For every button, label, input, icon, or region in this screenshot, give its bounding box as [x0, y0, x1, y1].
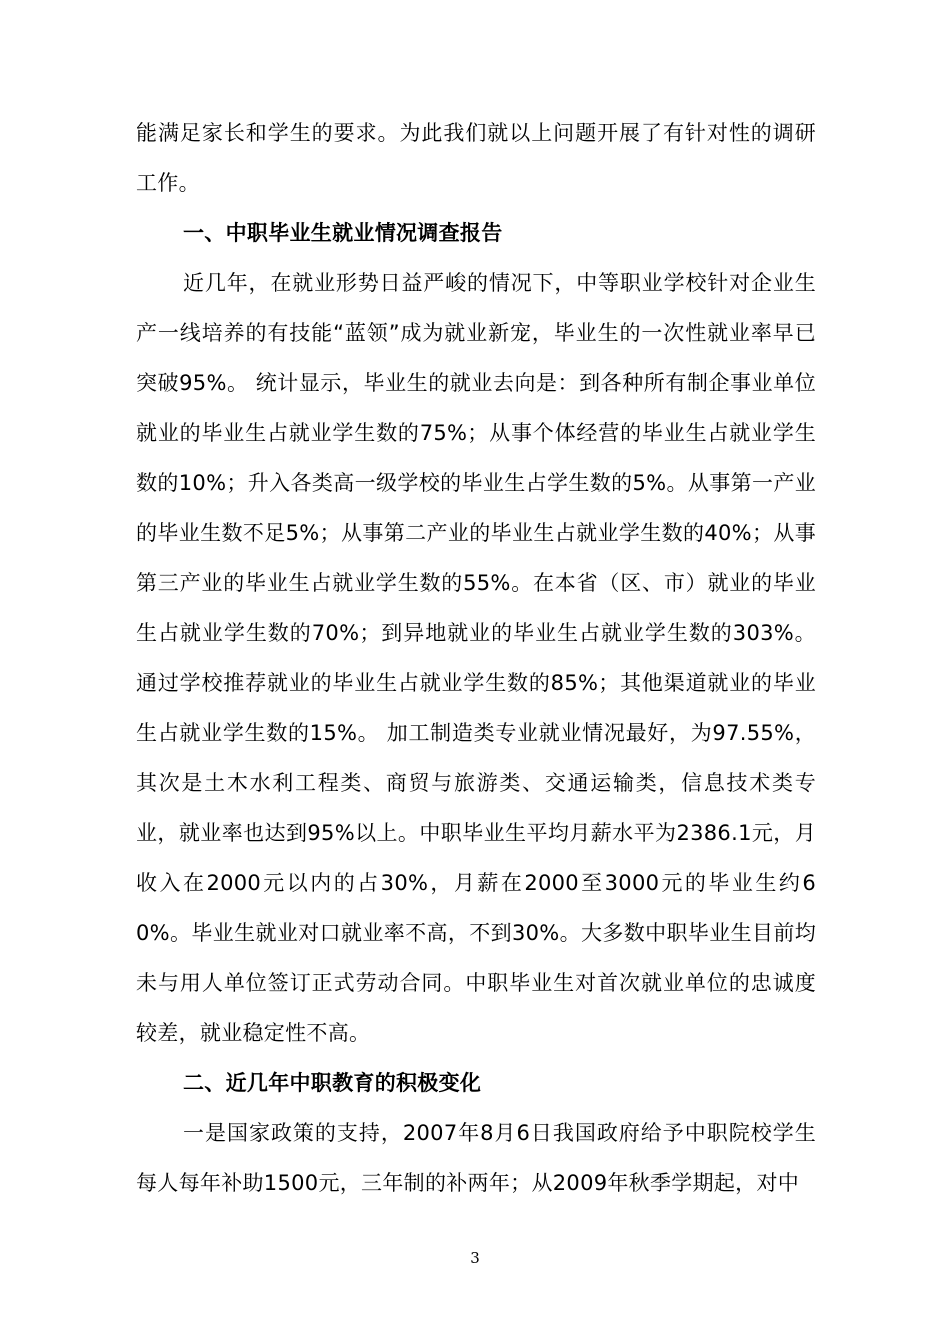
document-body [136, 108, 816, 1208]
section-heading-1: 一、中职毕业生就业情况调查报告 [183, 221, 503, 245]
section-heading-2: 二、近几年中职教育的积极变化 [183, 1071, 482, 1095]
paragraph-policy-support: 一是国家政策的支持，2007年8月6日我国政府给予中职院校学生每人每年补助1500元，三年制的补两年；从2009年秋季学期起，对中 [136, 1121, 816, 1195]
page-number: 3 [470, 1249, 480, 1267]
paragraph-employment-statistics: 近几年，在就业形势日益严峻的情况下，中等职业学校针对企业生产一线培养的有技能“蓝领”成为就业新宠，毕业生的一次性就业率早已突破95%。 统计显示，毕业生的就业去向是：到各种所有制企事业单位就业的毕业生占就业学生数的75%；从事个体经营的毕业生占就业学生数的10%；升入各类高一级学校的毕业生占学生数的5%。从事第一产业的毕业生数不足5%；从事第二产业的毕业生占就业学生数的40%；从事第三产业的毕业生占就业学生数的55%。在本省（区、市）就业的毕业生占就业学生数的70%；到异地就业的毕业生占就业学生数的303%。通过学校推荐就业的毕业生占就业学生数的85%；其他渠道就业的毕业生占就业学生数的15%。 加工制造类专业就业情况最好，为97.55%，其次是土木水利工程类、商贸与旅游类、交通运输类，信息技术类专业，就业率也达到95%以上。中职毕业生平均月薪水平为2386.1元，月收入在2000元以内的占30%，月薪在2000至3000元的毕业生约60%。毕业生就业对口就业率不高，不到30%。大多数中职毕业生目前均未与用人单位签订正式劳动合同。中职毕业生对首次就业单位的忠诚度较差，就业稳定性不高。 [136, 271, 816, 1045]
paragraph-intro-continuation: 能满足家长和学生的要求。为此我们就以上问题开展了有针对性的调研工作。 [136, 121, 816, 195]
